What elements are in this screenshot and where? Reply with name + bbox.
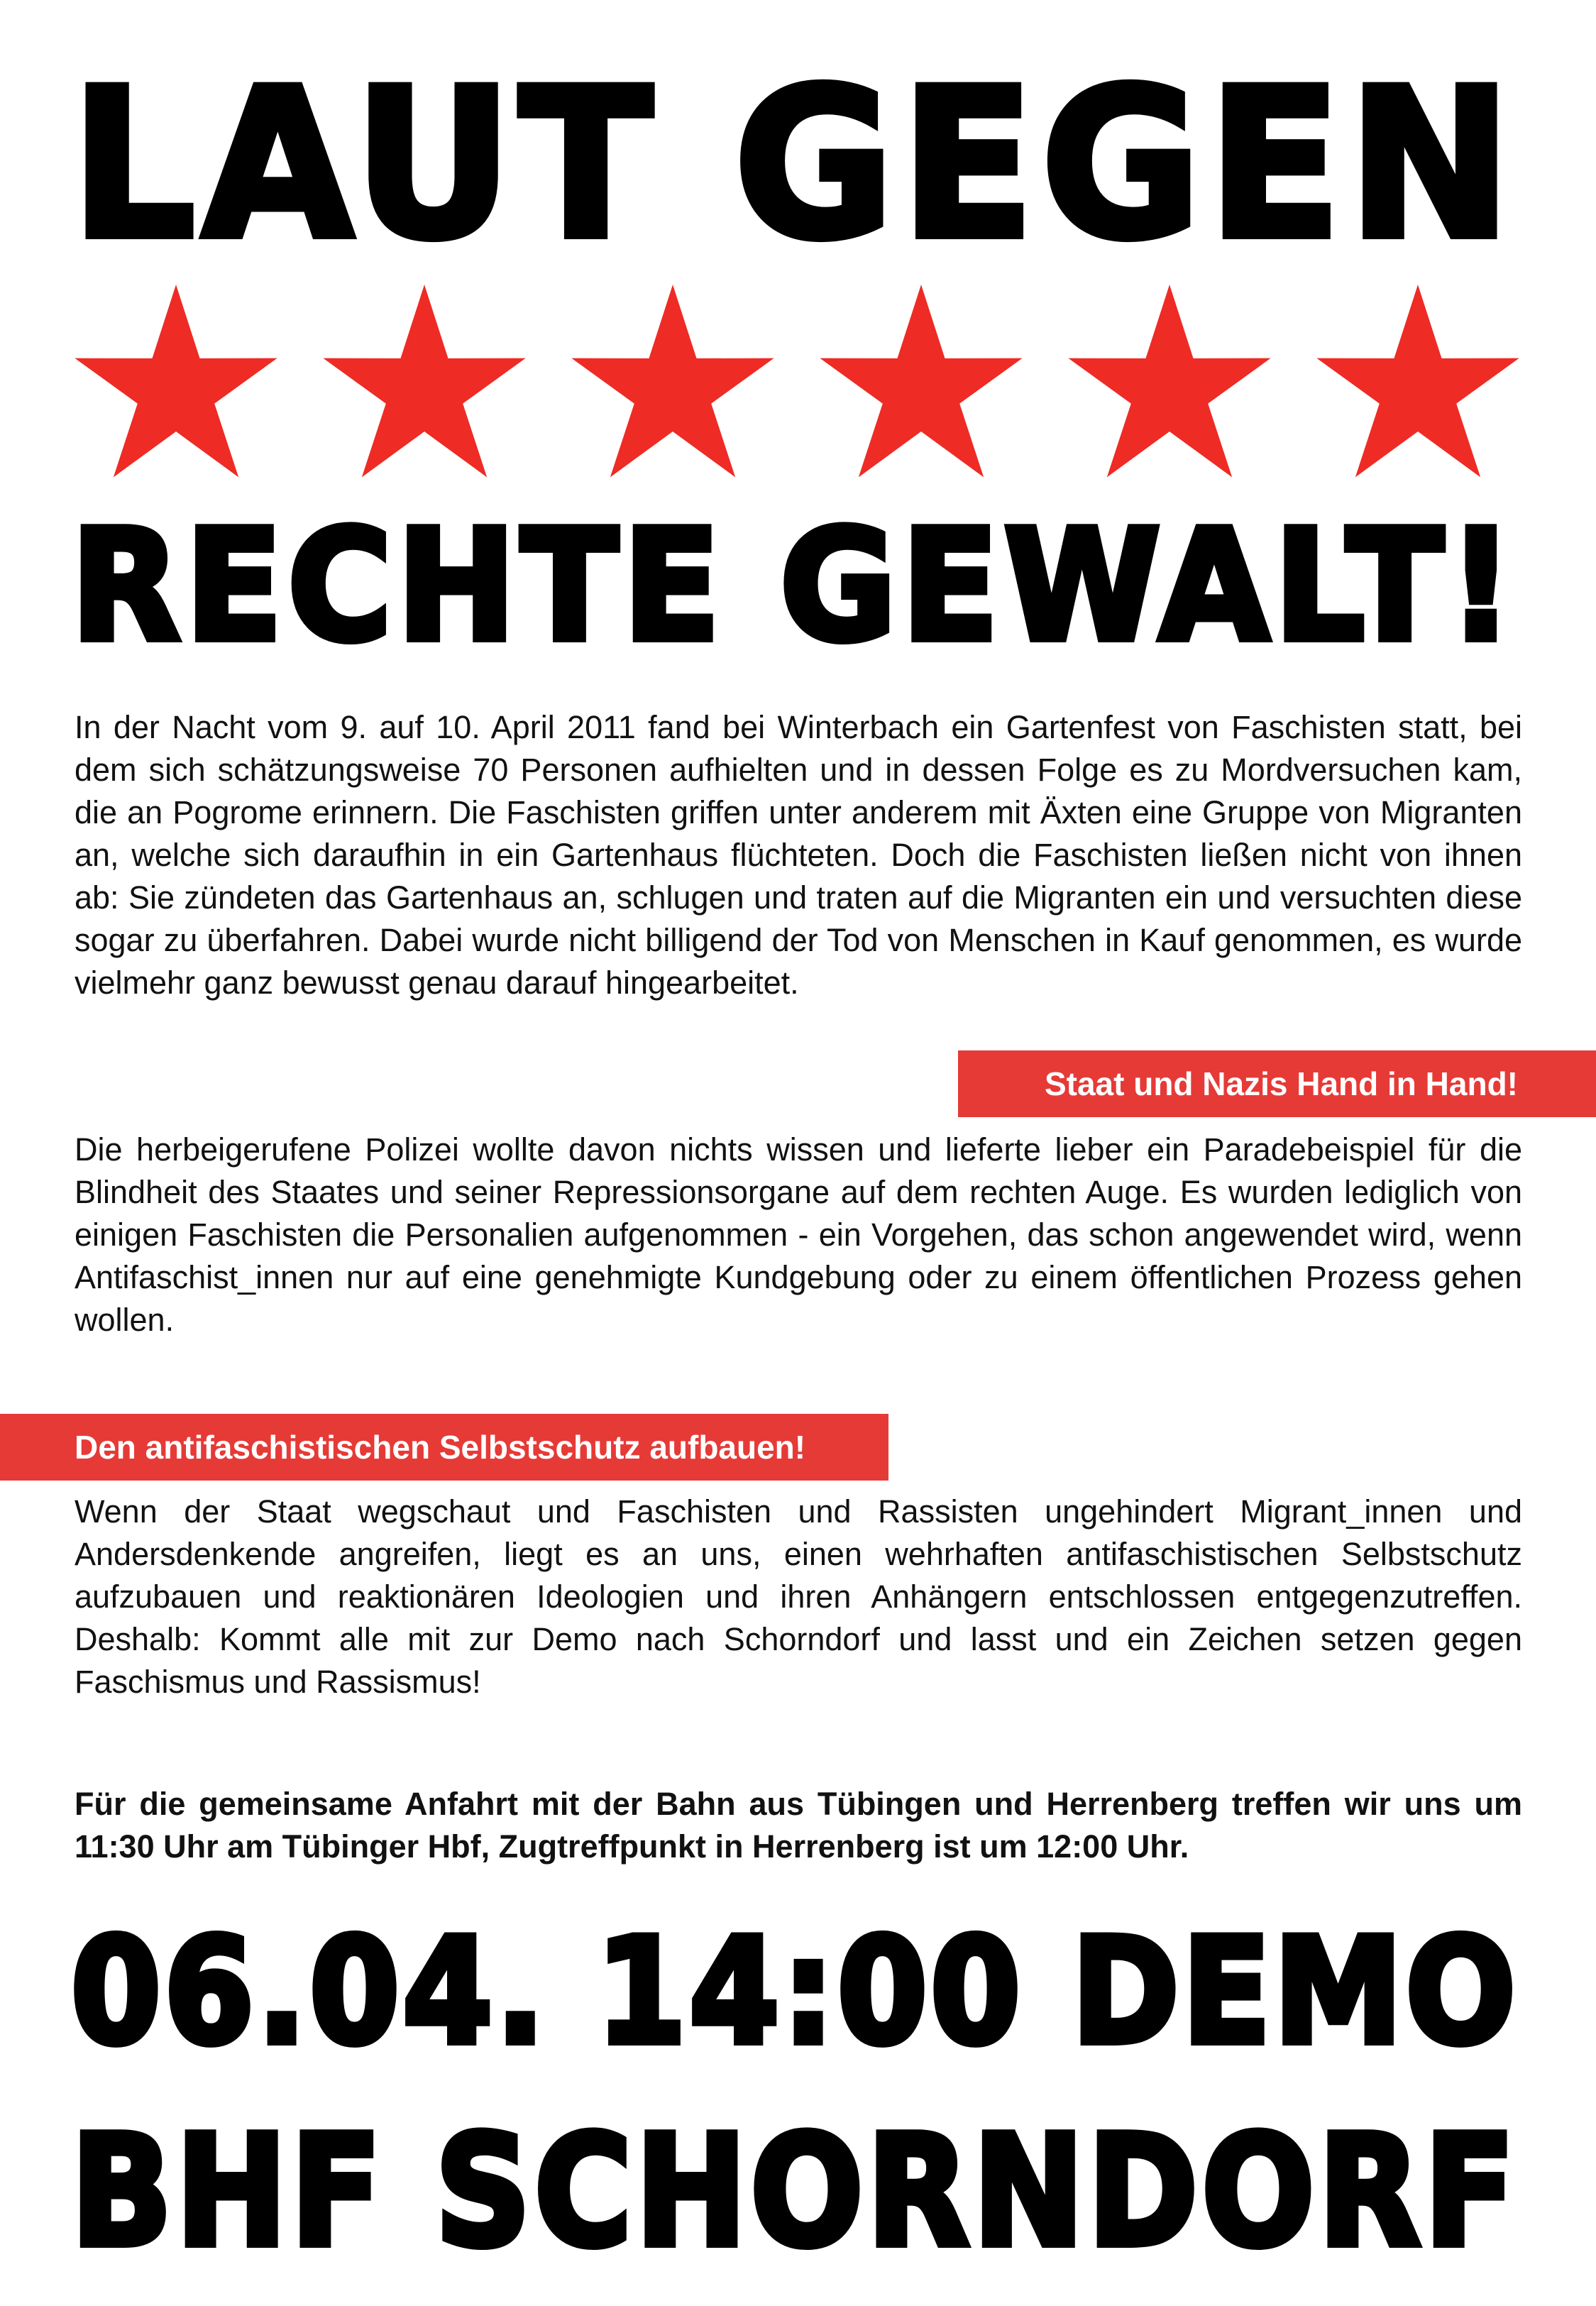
star-icon (566, 280, 779, 493)
travel-info-paragraph: Für die gemeinsame Anfahrt mit der Bahn aus Tübingen und Herrenberg treffen wir uns um 11:30 Uhr am Tübinger Hbf, Zugtreffpunkt in Herrenberg ist um 12:00 Uhr. (75, 1786, 1522, 1865)
star-icon (318, 280, 531, 493)
event-date-time: 06.04. 14:00 DEMO (71, 1908, 1519, 2077)
headline-top: LAUT GEGEN (71, 45, 1519, 285)
star-icon (815, 280, 1028, 493)
intro-paragraph: In der Nacht vom 9. auf 10. April 2011 fand bei Winterbach ein Gartenfest von Faschisten statt, bei dem sich schätzungsweise 70 Personen aufhielten und in dessen Folge es zu Mordversuchen kam, die an Pogrome erinnern. Die Faschisten griffen unter anderem mit Äxten eine Gruppe von Migranten an, welche sich daraufhin in ein Gartenhaus flüchteten. Doch die Faschisten ließen nicht von ihnen ab: Sie zündeten das Gartenhaus an, schlugen und traten auf die Migranten ein und versuchten diese sogar zu überfahren. Dabei wurde nicht billigend der Tod von Menschen in Kauf genommen, es wurde vielmehr ganz bewusst genau darauf hingearbeitet. (75, 709, 1522, 1001)
section-banner-selfdefense: Den antifaschistischen Selbstschutz aufbauen! (0, 1414, 888, 1481)
star-icon (1311, 280, 1524, 493)
call-to-action-paragraph: Wenn der Staat wegschaut und Faschisten und Rassisten ungehindert Migrant_innen und Andersdenkende angreifen, liegt es an uns, einen wehrhaften antifaschistischen Selbstschutz aufzubauen und reaktionären Ideologien und ihren Anhängern entschlossen entgegenzutreffen. Deshalb: Kommt alle mit zur Demo nach Schorndorf und lasst und ein Zeichen setzen gegen Faschismus und Rassismus! (75, 1493, 1522, 1700)
star-icon (1063, 280, 1276, 493)
star-row (70, 280, 1526, 493)
section-banner-state: Staat und Nazis Hand in Hand! (958, 1050, 1596, 1117)
star-icon (70, 280, 282, 493)
headline-middle: RECHTE GEWALT! (71, 497, 1519, 675)
event-location: BHF SCHORNDORF (71, 2102, 1519, 2280)
police-paragraph: Die herbeigerufene Polizei wollte davon nichts wissen und lieferte lieber ein Paradebeispiel für die Blindheit des Staates und seiner Repressionsorgane auf dem rechten Auge. Es wurden lediglich von einigen Faschisten die Personalien aufgenommen - ein Vorgehen, das schon angewendet wird, wenn Antifaschist_innen nur auf eine genehmigte Kundgebung oder zu einem öffentlichen Prozess gehen wollen. (75, 1131, 1522, 1338)
